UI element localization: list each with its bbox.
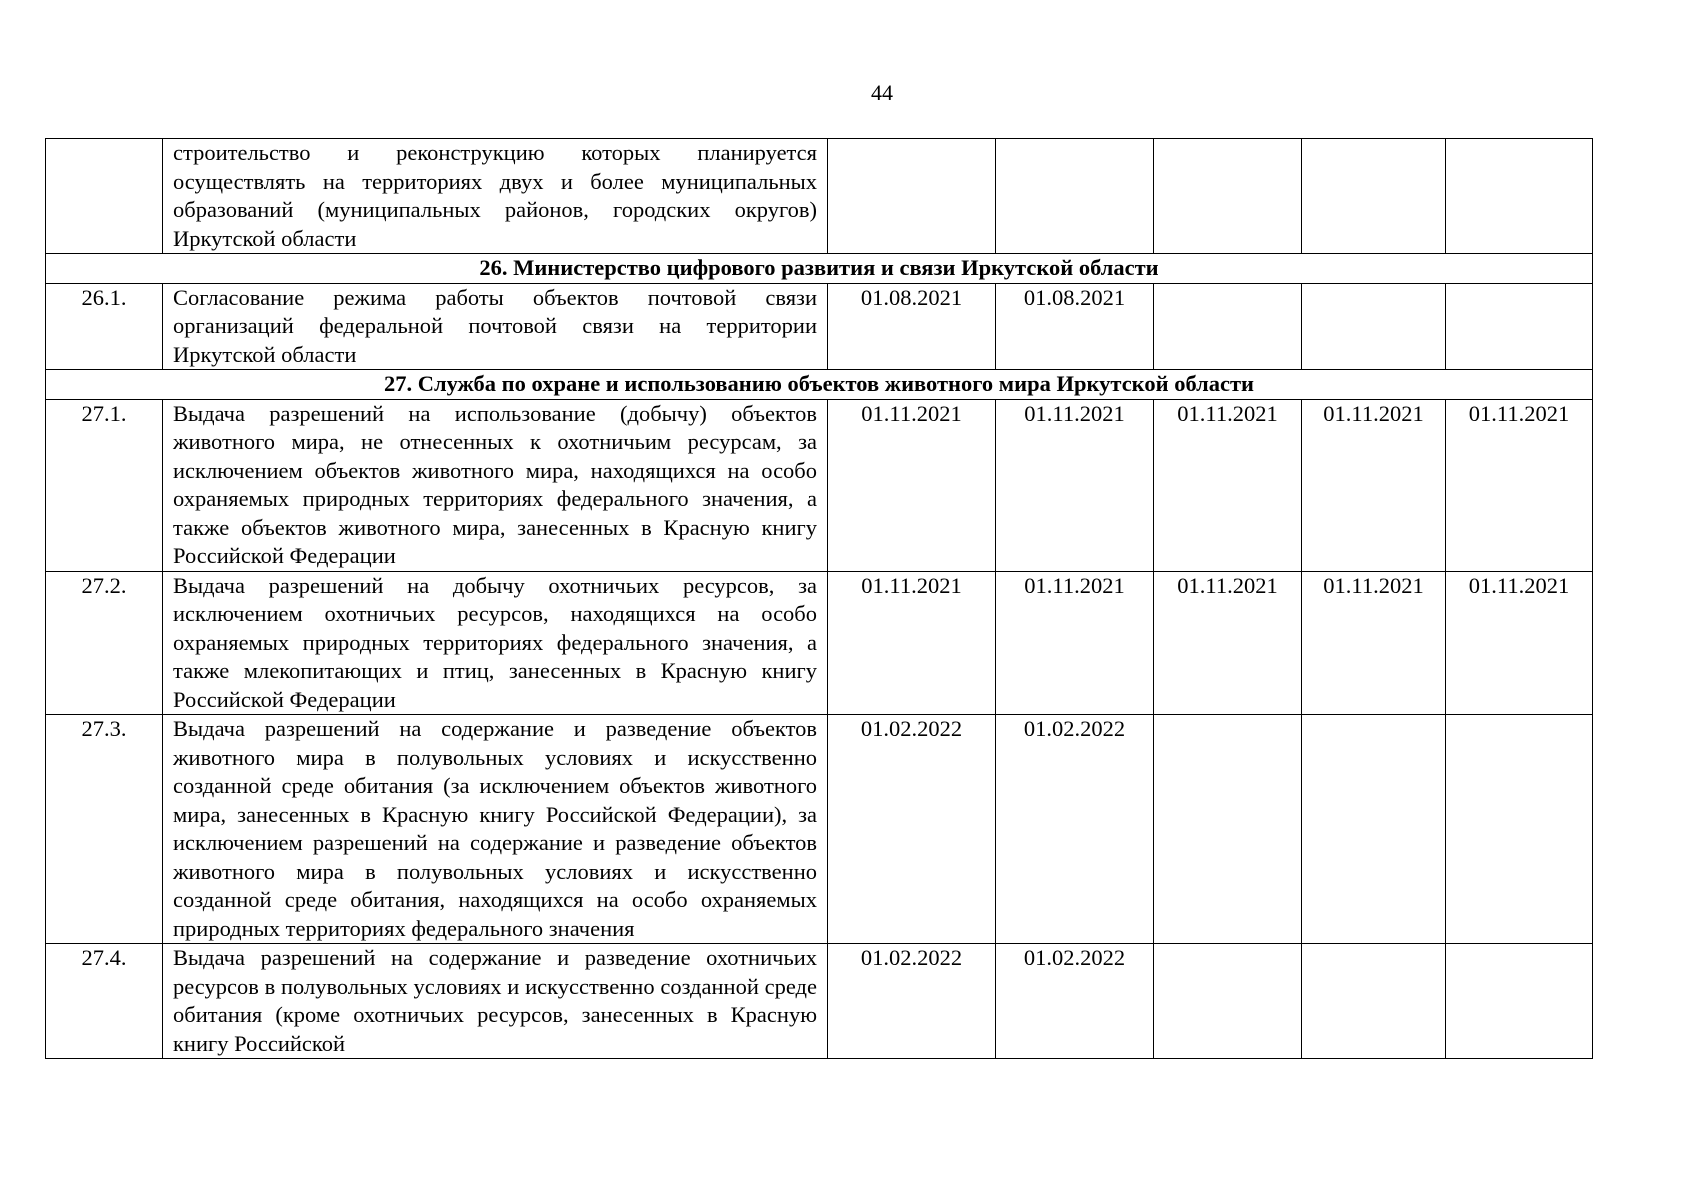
item-number: 27.3. [46,715,163,944]
date-cell [1154,139,1302,254]
date-cell [1154,944,1302,1059]
date-cell: 01.02.2022 [828,944,996,1059]
item-description: строительство и реконструкцию которых планируется осуществлять на территориях двух и более муниципальных образований (муниципальных районов, городских округов) Иркутской области [163,139,828,254]
table-row [46,715,1593,944]
table-row [46,283,1593,370]
date-cell [828,139,996,254]
item-number: 27.2. [46,571,163,715]
date-cell [1154,715,1302,944]
date-cell [1446,139,1593,254]
section-header-row [46,370,1593,400]
table-row [46,139,1593,254]
item-description: Согласование режима работы объектов почтовой связи организаций федеральной почтовой связи на территории Иркутской области [163,283,828,370]
date-cell [1302,944,1446,1059]
date-cell: 01.02.2022 [828,715,996,944]
page-number: 44 [871,80,893,105]
date-cell: 01.11.2021 [996,571,1154,715]
date-cell: 01.11.2021 [1154,571,1302,715]
date-cell [1154,283,1302,370]
item-number [46,139,163,254]
item-number: 27.1. [46,399,163,571]
table-row [46,399,1593,571]
date-cell [1446,283,1593,370]
table-row [46,571,1593,715]
section-title: 27. Служба по охране и использованию объектов животного мира Иркутской области [46,370,1593,400]
date-cell [996,139,1154,254]
date-cell: 01.08.2021 [828,283,996,370]
date-cell [1302,283,1446,370]
date-cell [1446,715,1593,944]
section-header-row [46,254,1593,284]
date-cell: 01.11.2021 [828,399,996,571]
date-cell: 01.11.2021 [1302,399,1446,571]
item-description: Выдача разрешений на содержание и разведение объектов животного мира в полувольных условиях и искусственно созданной среде обитания (за исключением объектов животного мира, занесенных в Красную книгу Российской Федерации), за исключением разрешений на содержание и разведение объектов животного мира в полувольных условиях и искусственно созданной среде обитания, находящихся на особо охраняемых природных территориях федерального значения [163,715,828,944]
item-number: 26.1. [46,283,163,370]
date-cell: 01.11.2021 [996,399,1154,571]
section-title: 26. Министерство цифрового развития и связи Иркутской области [46,254,1593,284]
date-cell: 01.11.2021 [1446,571,1593,715]
date-cell [1446,944,1593,1059]
date-cell: 01.11.2021 [1446,399,1593,571]
date-cell: 01.08.2021 [996,283,1154,370]
date-cell: 01.11.2021 [1302,571,1446,715]
date-cell: 01.11.2021 [1154,399,1302,571]
table-row [46,944,1593,1059]
item-description: Выдача разрешений на использование (добычу) объектов животного мира, не отнесенных к охотничьим ресурсам, за исключением объектов животного мира, находящихся на особо охраняемых природных территориях федерального значения, а также объектов животного мира, занесенных в Красную книгу Российской Федерации [163,399,828,571]
item-description: Выдача разрешений на добычу охотничьих ресурсов, за исключением охотничьих ресурсов, находящихся на особо охраняемых природных территориях федерального значения, а также млекопитающих и птиц, занесенных в Красную книгу Российской Федерации [163,571,828,715]
date-cell: 01.02.2022 [996,944,1154,1059]
date-cell [1302,139,1446,254]
item-number: 27.4. [46,944,163,1059]
date-cell: 01.02.2022 [996,715,1154,944]
date-cell [1302,715,1446,944]
date-cell: 01.11.2021 [828,571,996,715]
measures-table [45,138,1593,1059]
item-description: Выдача разрешений на содержание и разведение охотничьих ресурсов в полувольных условиях и искусственно созданной среде обитания (кроме охотничьих ресурсов, занесенных в Красную книгу Российской [163,944,828,1059]
